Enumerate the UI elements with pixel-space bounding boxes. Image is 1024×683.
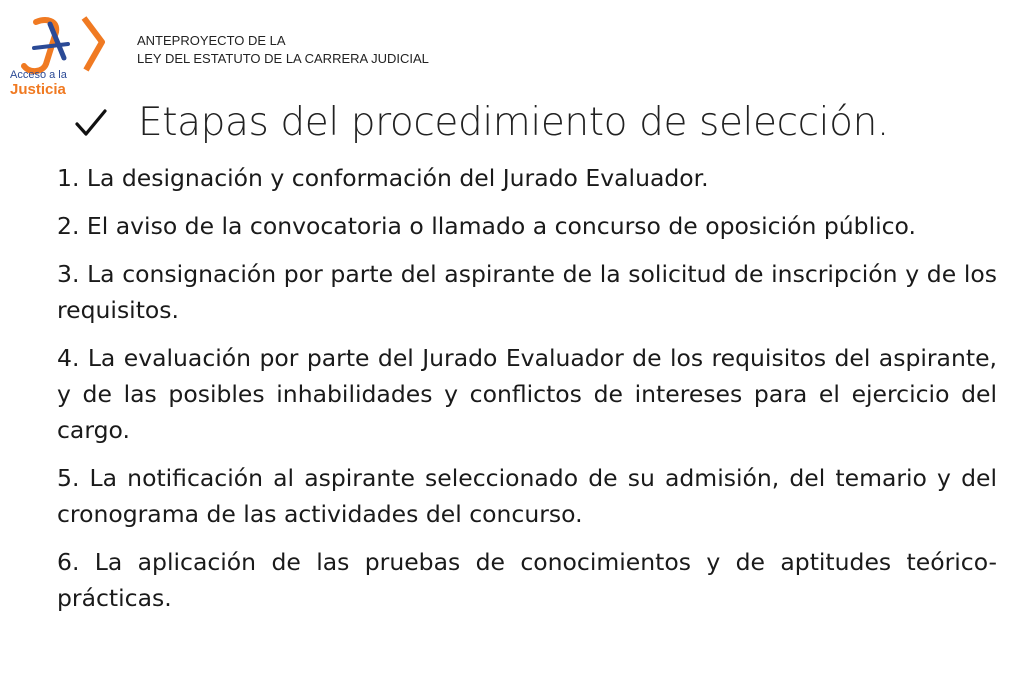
header-line-2: LEY DEL ESTATUTO DE LA CARRERA JUDICIAL [137,51,429,66]
slide-title: Etapas del procedimiento de selección. [138,100,889,145]
logo-caption [10,70,67,97]
stage-item-2: 2. El aviso de la convocatoria o llamado a concurso de oposición público. [57,212,916,240]
header-line-1: ANTEPROYECTO DE LA [137,33,286,48]
stage-item-6: 6. La aplicación de las pruebas de conocimientos y de aptitudes teórico-prácticas. [57,548,997,612]
header-text [137,32,429,68]
stage-item-4: 4. La evaluación por parte del Jurado Evaluador de los requisitos del aspirante, y de las posibles inhabilidades y conflictos de intereses para el ejercicio del cargo. [57,344,997,444]
stage-item-5: 5. La notificación al aspirante seleccionado de su admisión, del temario y del cronograma de las actividades del concurso. [57,464,997,528]
logo-text-line1: Acceso a la [10,69,67,81]
stage-list [57,160,997,628]
stage-item-1: 1. La designación y conformación del Jurado Evaluador. [57,164,709,192]
logo-text-line2: Justicia [10,81,66,98]
stage-item-3: 3. La consignación por parte del aspirante de la solicitud de inscripción y de los requisitos. [57,260,997,324]
checkmark-icon [74,106,108,140]
title-row [74,100,889,145]
